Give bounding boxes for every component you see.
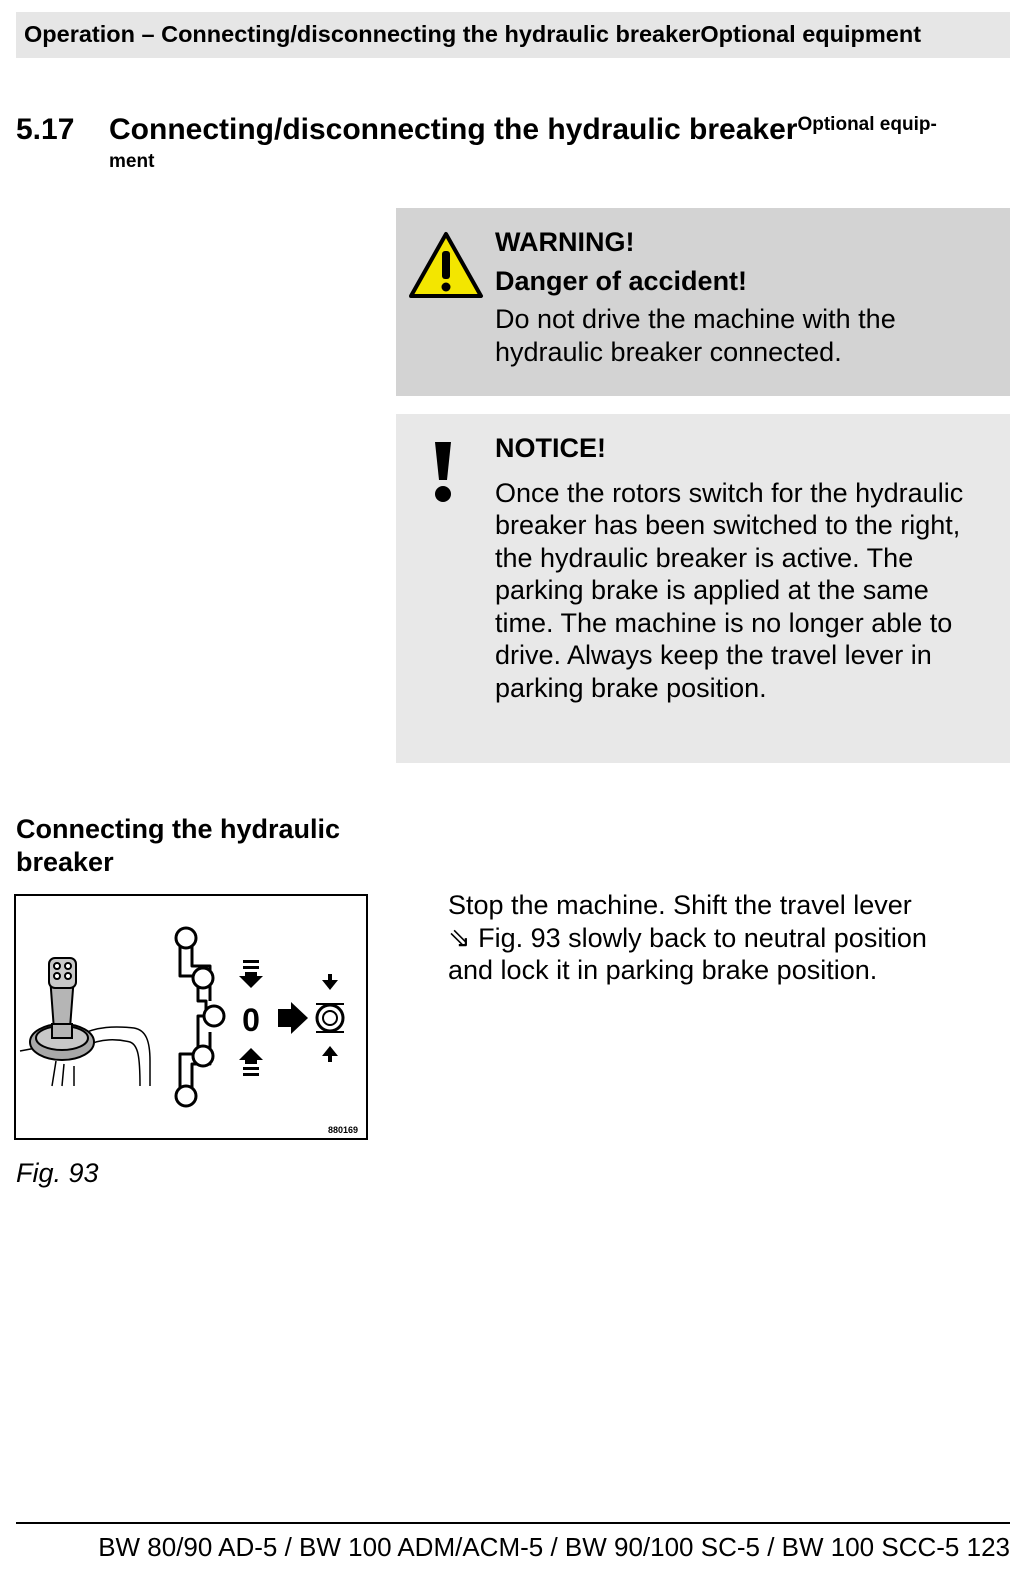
instruction-line-1: Stop the machine. Shift the travel lever xyxy=(448,890,912,920)
reference-arrow-icon[interactable]: ⇘ xyxy=(448,922,471,953)
instruction-line-3: and lock it in parking brake position. xyxy=(448,955,878,985)
fig-93-link[interactable]: Fig. 93 slowly back to neutral position xyxy=(470,922,927,953)
figure-caption: Fig. 93 xyxy=(16,1158,99,1188)
exclamation-icon xyxy=(432,440,454,504)
running-header xyxy=(16,12,1010,58)
notice-box xyxy=(396,414,1010,763)
warning-triangle-icon xyxy=(408,231,484,299)
page-number: 123 xyxy=(966,1532,1010,1562)
right-arrow-icon xyxy=(278,1002,308,1034)
figure-93 xyxy=(14,894,368,1140)
lever-handle xyxy=(30,958,94,1060)
figure-code: 880169 xyxy=(327,1125,358,1135)
notice-heading: NOTICE! xyxy=(495,433,606,463)
neutral-label: 0 xyxy=(242,1002,260,1038)
section-number: 5.17 xyxy=(16,113,75,146)
section-title xyxy=(109,113,937,147)
warning-box xyxy=(396,208,1010,396)
section-title-text: Connecting/disconnecting the hydraulic breaker xyxy=(109,113,798,146)
forward-arrow-icon xyxy=(239,960,263,988)
travel-lever-diagram xyxy=(16,896,366,1138)
parking-brake-icon xyxy=(316,974,344,1062)
footer-models: BW 80/90 AD-5 / BW 100 ADM/ACM-5 / BW 90/100 SC-5 / BW 100 SCC-5 xyxy=(98,1532,960,1562)
section-title-suffix-cont: ment xyxy=(109,151,155,172)
subsection-heading: Connecting the hydraulic breaker xyxy=(16,814,341,877)
warning-heading: WARNING! xyxy=(495,227,635,257)
warning-text: Do not drive the machine with the hydraulic breaker connected. xyxy=(495,304,896,367)
reverse-arrow-icon xyxy=(239,1048,263,1076)
warning-subheading: Danger of accident! xyxy=(495,265,748,296)
section-title-suffix: Optional equip- xyxy=(797,114,937,135)
footer-rule xyxy=(16,1522,1010,1524)
running-title: Operation – Connecting/disconnecting the hydraulic breakerOptional equipment xyxy=(24,21,922,47)
instruction-text xyxy=(448,889,1008,987)
footer xyxy=(98,1532,1010,1563)
notice-text: Once the rotors switch for the hydraulic breaker has been switched to the right, the hydraulic breaker is active. The parking brake is applied at the same time. The machine is no longer able to drive. Always keep the travel lever in parking brake position. xyxy=(495,477,964,703)
